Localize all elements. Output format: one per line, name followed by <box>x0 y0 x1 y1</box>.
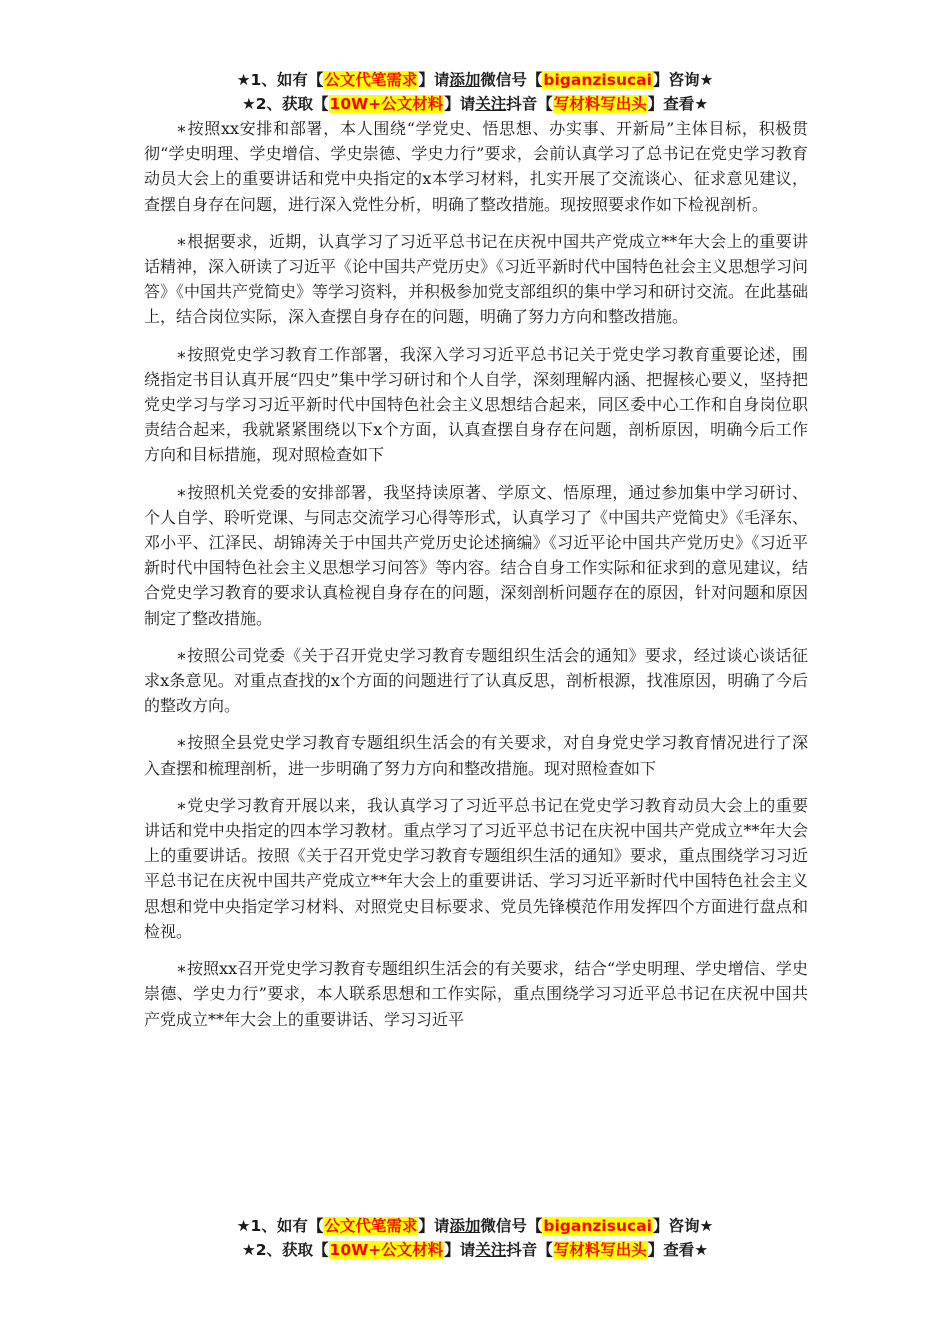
paragraph-5: ∗按照公司党委《关于召开党史学习教育专题组织生活会的通知》要求，经过谈心谈话征求x条意见。对重点查找的x个方面的问题进行了认真反思，剖析根源，找准原因，明确了今后的整改方向。 <box>144 645 808 716</box>
bottom-banner-line-2-highlight-douyin: 写材料写出头 <box>553 1241 647 1259</box>
banner-line-1 <box>0 68 950 92</box>
bottom-banner-line-2-highlight-materials: 10W+公文材料 <box>329 1241 444 1259</box>
paragraph-2: ∗根据要求，近期，认真学习了习近平总书记在庆祝中国共产党成立**年大会上的重要讲话精神，深入研读了习近平《论中国共产党历史》《习近平新时代中国特色社会主义思想学习问答》《中国共产党简史》等学习资料，并积极参加党支部组织的集中学习和研讨交流。在此基础上，结合岗位实际，深入查摆自身存在的问题，明确了努力方向和整改措施。 <box>144 231 809 327</box>
banner-line-1-highlight-wechat: biganzisucai <box>543 71 652 89</box>
bottom-banner-line-2-prefix: ★2、获取【 <box>241 1241 329 1259</box>
banner-line-2-highlight-materials: 10W+公文材料 <box>329 95 444 113</box>
banner-line-2-highlight-douyin: 写材料写出头 <box>553 95 647 113</box>
bottom-banner-line-2 <box>0 1238 950 1262</box>
paragraph-4: ∗按照机关党委的安排部署，我坚持读原著、学原文、悟原理，通过参加集中学习研讨、个人自学、聆听党课、与同志交流学习心得等形式，认真学习了《中国共产党简史》《毛泽东、邓小平、江泽民、胡锦涛关于中国共产党历史论述摘编》《习近平论中国共产党历史》《习近平新时代中国特色社会主义思想学习问答》等内容。结合自身工作实际和征求到的意见建议，结合党史学习教育的要求认真检视自身存在的问题，深刻剖析问题存在的原因，针对问题和原因制定了整改措施。 <box>144 482 809 628</box>
banner-line-1-suffix: 】咨询★ <box>652 71 714 89</box>
banner-line-1-prefix: ★1、如有【 <box>236 71 324 89</box>
bottom-banner-line-1 <box>0 1214 950 1238</box>
banner-line-2 <box>0 92 950 116</box>
paragraph-8: ∗按照xx召开党史学习教育专题组织生活会的有关要求，结合“学史明理、学史增信、学史崇德、学史力行”要求，本人联系思想和工作实际，重点围绕学习习近平总书记在庆祝中国共产党成立**年大会上的重要讲话、学习习近平 <box>144 959 808 1029</box>
banner-line-1-underlined: 添加 <box>449 71 481 89</box>
bottom-banner-line-1-suffix: 】咨询★ <box>652 1217 714 1235</box>
banner-line-1-middle-b: 微信号【 <box>480 71 543 89</box>
bottom-banner-line-2-middle-a: 】请 <box>444 1241 476 1259</box>
bottom-banner-line-2-underlined: 关注 <box>475 1241 507 1259</box>
paragraph-6: ∗按照全县党史学习教育专题组织生活会的有关要求，对自身党史学习教育情况进行了深入查摆和梳理剖析，进一步明确了努力方向和整改措施。现对照检查如下 <box>144 733 808 778</box>
bottom-banner-line-1-middle-b: 微信号【 <box>480 1217 543 1235</box>
banner-line-2-prefix: ★2、获取【 <box>241 95 329 113</box>
banner-line-2-middle-b: 抖音【 <box>506 95 553 113</box>
banner-line-2-suffix: 】查看★ <box>647 95 709 113</box>
document-body <box>144 116 808 1044</box>
bottom-banner-line-2-suffix: 】查看★ <box>647 1241 709 1259</box>
paragraph-7: ∗党史学习教育开展以来，我认真学习了习近平总书记在党史学习教育动员大会上的重要讲话和党中央指定的四本学习教材。重点学习了习近平总书记在庆祝中国共产党成立**年大会上的重要讲话。按照《关于召开党史学习教育专题组织生活的通知》要求，重点围绕学习习近平总书记在庆祝中国共产党成立**年大会上的重要讲话、学习习近平新时代中国特色社会主义思想和党中央指定学习材料、对照党史目标要求、党员先锋模范作用发挥四个方面进行盘点和检视。 <box>144 795 808 941</box>
top-banner <box>0 68 950 116</box>
banner-line-2-underlined: 关注 <box>475 95 507 113</box>
bottom-banner-line-1-middle-a: 】请 <box>418 1217 450 1235</box>
bottom-banner-line-2-middle-b: 抖音【 <box>506 1241 553 1259</box>
paragraph-1: ∗按照xx安排和部署，本人围绕“学党史、悟思想、办实事、开新局”主体目标，积极贯彻“学史明理、学史增信、学史崇德、学史力行”要求，会前认真学习了总书记在党史学习教育动员大会上的重要讲话和党中央指定的x本学习材料，扎实开展了交流谈心、征求意见建议，查摆自身存在问题，进行深入党性分析，明确了整改措施。现按照要求作如下检视剖析。 <box>144 119 808 214</box>
bottom-banner <box>0 1214 950 1262</box>
bottom-banner-line-1-prefix: ★1、如有【 <box>236 1217 324 1235</box>
banner-line-1-middle-a: 】请 <box>418 71 450 89</box>
bottom-banner-line-1-highlight-wechat: biganzisucai <box>543 1217 652 1235</box>
banner-line-1-highlight-service: 公文代笔需求 <box>324 71 418 89</box>
bottom-banner-line-1-underlined: 添加 <box>449 1217 481 1235</box>
banner-line-2-middle-a: 】请 <box>444 95 476 113</box>
bottom-banner-line-1-highlight-service: 公文代笔需求 <box>324 1217 418 1235</box>
paragraph-3: ∗按照党史学习教育工作部署，我深入学习习近平总书记关于党史学习教育重要论述，围绕指定书目认真开展“四史”集中学习研讨和个人自学，深刻理解内涵、把握核心要义，坚持把党史学习与学习习近平新时代中国特色社会主义思想结合起来，同区委中心工作和自身岗位职责结合起来，我就紧紧围绕以下x个方面，认真查摆自身存在问题，剖析原因，明确今后工作方向和目标措施，现对照检查如下 <box>144 344 808 465</box>
